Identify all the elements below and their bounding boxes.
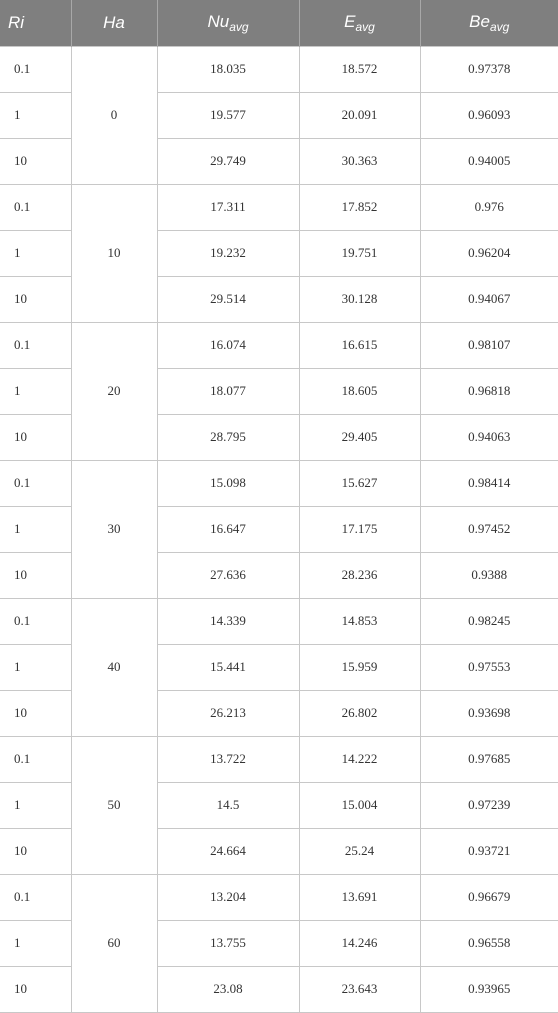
cell-e-avg: 30.128 xyxy=(299,276,420,322)
table-row xyxy=(0,46,558,92)
cell-ri: 0.1 xyxy=(0,46,71,92)
header-be-subscript: avg xyxy=(489,19,510,34)
cell-e-avg: 28.236 xyxy=(299,552,420,598)
cell-ri: 0.1 xyxy=(0,322,71,368)
cell-nu-avg: 29.749 xyxy=(157,138,299,184)
cell-ri: 0.1 xyxy=(0,184,71,230)
cell-nu-avg: 14.5 xyxy=(157,782,299,828)
cell-e-avg: 18.605 xyxy=(299,368,420,414)
header-nu-label: Nu xyxy=(207,11,230,31)
cell-e-avg: 16.615 xyxy=(299,322,420,368)
cell-nu-avg: 13.204 xyxy=(157,874,299,920)
header-e-subscript: avg xyxy=(355,19,375,34)
cell-e-avg: 17.175 xyxy=(299,506,420,552)
cell-nu-avg: 18.035 xyxy=(157,46,299,92)
cell-nu-avg: 17.311 xyxy=(157,184,299,230)
cell-ha: 50 xyxy=(71,736,157,874)
cell-be-avg: 0.98414 xyxy=(420,460,558,506)
cell-be-avg: 0.96818 xyxy=(420,368,558,414)
cell-ri: 1 xyxy=(0,230,71,276)
cell-be-avg: 0.93965 xyxy=(420,966,558,1012)
table-row xyxy=(0,874,558,920)
cell-nu-avg: 27.636 xyxy=(157,552,299,598)
header-e-avg xyxy=(299,0,420,46)
cell-ri: 10 xyxy=(0,552,71,598)
cell-ri: 1 xyxy=(0,506,71,552)
cell-e-avg: 15.959 xyxy=(299,644,420,690)
cell-e-avg: 18.572 xyxy=(299,46,420,92)
cell-nu-avg: 16.647 xyxy=(157,506,299,552)
cell-be-avg: 0.94005 xyxy=(420,138,558,184)
cell-ri: 1 xyxy=(0,920,71,966)
cell-e-avg: 30.363 xyxy=(299,138,420,184)
cell-ri: 10 xyxy=(0,138,71,184)
cell-e-avg: 13.691 xyxy=(299,874,420,920)
cell-be-avg: 0.9388 xyxy=(420,552,558,598)
header-row xyxy=(0,0,558,46)
table-row xyxy=(0,184,558,230)
cell-nu-avg: 19.232 xyxy=(157,230,299,276)
cell-be-avg: 0.98107 xyxy=(420,322,558,368)
cell-nu-avg: 24.664 xyxy=(157,828,299,874)
cell-be-avg: 0.96204 xyxy=(420,230,558,276)
cell-nu-avg: 19.577 xyxy=(157,92,299,138)
cell-nu-avg: 18.077 xyxy=(157,368,299,414)
cell-be-avg: 0.94067 xyxy=(420,276,558,322)
cell-nu-avg: 15.441 xyxy=(157,644,299,690)
cell-be-avg: 0.976 xyxy=(420,184,558,230)
cell-ri: 10 xyxy=(0,966,71,1012)
cell-ha: 0 xyxy=(71,46,157,184)
cell-ri: 10 xyxy=(0,414,71,460)
cell-nu-avg: 28.795 xyxy=(157,414,299,460)
cell-e-avg: 29.405 xyxy=(299,414,420,460)
cell-e-avg: 20.091 xyxy=(299,92,420,138)
cell-be-avg: 0.97685 xyxy=(420,736,558,782)
cell-be-avg: 0.97239 xyxy=(420,782,558,828)
header-ri xyxy=(0,0,71,46)
header-ha xyxy=(71,0,157,46)
cell-e-avg: 14.222 xyxy=(299,736,420,782)
cell-e-avg: 14.853 xyxy=(299,598,420,644)
cell-ri: 0.1 xyxy=(0,736,71,782)
cell-e-avg: 17.852 xyxy=(299,184,420,230)
cell-ri: 1 xyxy=(0,644,71,690)
cell-ha: 60 xyxy=(71,874,157,1012)
cell-ri: 0.1 xyxy=(0,598,71,644)
cell-be-avg: 0.97452 xyxy=(420,506,558,552)
table-row xyxy=(0,598,558,644)
cell-e-avg: 19.751 xyxy=(299,230,420,276)
cell-nu-avg: 13.755 xyxy=(157,920,299,966)
cell-nu-avg: 29.514 xyxy=(157,276,299,322)
cell-e-avg: 15.627 xyxy=(299,460,420,506)
cell-be-avg: 0.96093 xyxy=(420,92,558,138)
cell-be-avg: 0.97553 xyxy=(420,644,558,690)
header-ha-label: Ha xyxy=(103,12,125,32)
header-nu-subscript: avg xyxy=(229,19,249,34)
header-nu-avg xyxy=(157,0,299,46)
cell-ri: 1 xyxy=(0,92,71,138)
cell-ri: 10 xyxy=(0,690,71,736)
cell-be-avg: 0.94063 xyxy=(420,414,558,460)
cell-e-avg: 26.802 xyxy=(299,690,420,736)
cell-ha: 10 xyxy=(71,184,157,322)
cell-e-avg: 14.246 xyxy=(299,920,420,966)
cell-ha: 20 xyxy=(71,322,157,460)
table-row xyxy=(0,736,558,782)
cell-nu-avg: 26.213 xyxy=(157,690,299,736)
header-be-label: Be xyxy=(469,11,490,31)
cell-nu-avg: 13.722 xyxy=(157,736,299,782)
cell-be-avg: 0.93721 xyxy=(420,828,558,874)
cell-be-avg: 0.96679 xyxy=(420,874,558,920)
cell-nu-avg: 23.08 xyxy=(157,966,299,1012)
cell-nu-avg: 15.098 xyxy=(157,460,299,506)
cell-ri: 0.1 xyxy=(0,460,71,506)
cell-e-avg: 25.24 xyxy=(299,828,420,874)
cell-be-avg: 0.97378 xyxy=(420,46,558,92)
cell-nu-avg: 14.339 xyxy=(157,598,299,644)
table-header xyxy=(0,0,558,46)
header-be-avg xyxy=(420,0,558,46)
header-ri-label: Ri xyxy=(8,12,25,32)
cell-ri: 10 xyxy=(0,276,71,322)
header-e-label: E xyxy=(344,11,356,31)
table-row xyxy=(0,322,558,368)
table-row xyxy=(0,460,558,506)
cell-ha: 40 xyxy=(71,598,157,736)
cell-ha: 30 xyxy=(71,460,157,598)
cell-ri: 1 xyxy=(0,368,71,414)
cell-nu-avg: 16.074 xyxy=(157,322,299,368)
cell-ri: 0.1 xyxy=(0,874,71,920)
cell-ri: 10 xyxy=(0,828,71,874)
cell-be-avg: 0.96558 xyxy=(420,920,558,966)
cell-be-avg: 0.98245 xyxy=(420,598,558,644)
cell-be-avg: 0.93698 xyxy=(420,690,558,736)
table-body xyxy=(0,46,558,1012)
cell-ri: 1 xyxy=(0,782,71,828)
cell-e-avg: 15.004 xyxy=(299,782,420,828)
cell-e-avg: 23.643 xyxy=(299,966,420,1012)
